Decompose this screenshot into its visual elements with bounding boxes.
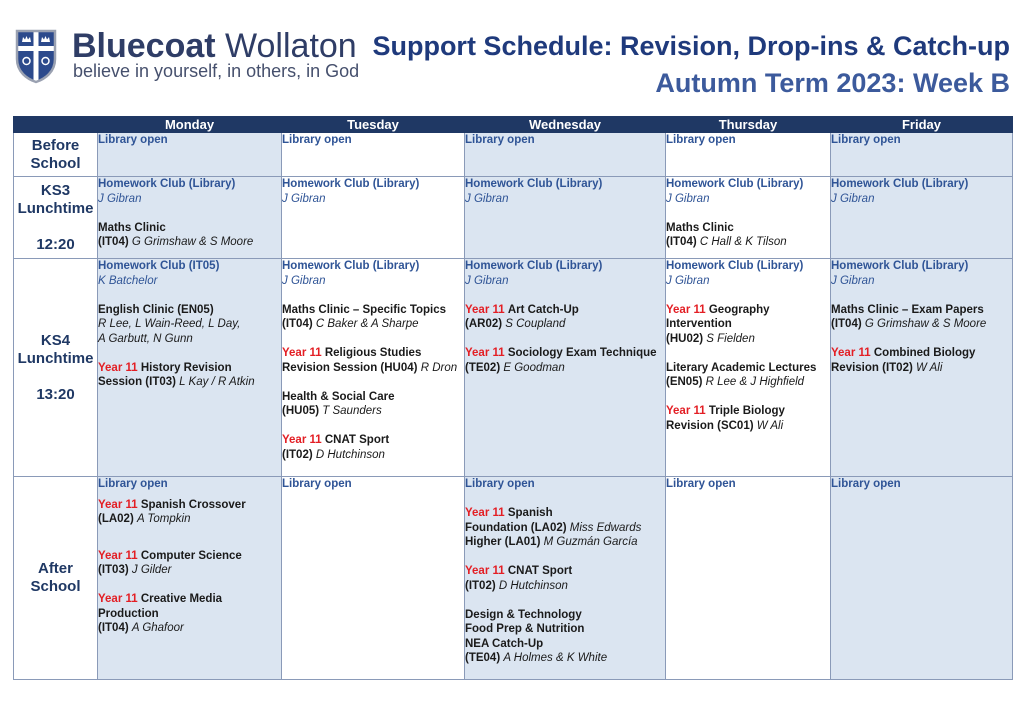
activity-block <box>831 133 1012 148</box>
schedule-cell-tuesday <box>282 177 465 259</box>
open-session-staff: J Gibran <box>831 274 875 287</box>
activity-block <box>282 433 464 462</box>
activity-line <box>666 177 830 192</box>
open-session-text: Homework Club (Library) <box>666 260 804 272</box>
schedule-cell-thursday <box>666 177 831 259</box>
activity-block <box>282 390 464 419</box>
activity-line <box>465 303 665 318</box>
activity-block <box>666 133 830 148</box>
activity-line <box>98 303 281 318</box>
activity-line <box>465 317 665 332</box>
activity-block <box>465 608 665 666</box>
activity-block <box>465 133 665 148</box>
staff-names: G Grimshaw & S Moore <box>131 236 254 248</box>
activity-line <box>831 133 1012 148</box>
day-header-wednesday: Wednesday <box>465 117 666 133</box>
school-name-secondary: Wollaton <box>225 27 357 65</box>
activity-text: Geography <box>708 303 770 316</box>
activity-block <box>98 592 281 636</box>
open-session-text: Library open <box>98 478 168 490</box>
activity-line <box>831 346 1012 361</box>
staff-names: Miss Edwards <box>569 521 642 534</box>
year-group-tag: Year 11 <box>465 507 505 519</box>
activity-text: Maths Clinic <box>98 221 166 234</box>
activity-line <box>98 332 281 347</box>
activity-line <box>831 477 1012 492</box>
activity-text: (IT04) <box>282 318 313 330</box>
activity-line <box>98 477 281 492</box>
schedule-cell-tuesday <box>282 259 465 477</box>
activity-line <box>98 498 281 513</box>
open-session-text: Library open <box>282 478 352 490</box>
activity-line <box>465 651 665 666</box>
activity-text: Combined Biology <box>873 347 976 359</box>
activity-line <box>282 317 464 332</box>
activity-line <box>282 404 464 419</box>
activity-text: Sociology Exam Technique <box>507 347 657 359</box>
session-label-cell <box>14 477 98 680</box>
schedule-cell-thursday <box>666 133 831 177</box>
activity-line <box>98 221 281 236</box>
activity-block <box>98 177 281 206</box>
activity-block <box>666 177 830 206</box>
activity-text: (IT04) <box>666 236 697 248</box>
activity-line <box>831 303 1012 318</box>
activity-line <box>282 177 464 192</box>
activity-text: English Clinic (EN05) <box>98 303 214 316</box>
open-session-staff: K Batchelor <box>98 274 158 287</box>
activity-line <box>282 390 464 405</box>
activity-block <box>282 477 464 492</box>
schedule-cell-tuesday <box>282 133 465 177</box>
activity-text: Intervention <box>666 318 732 330</box>
activity-text: History Revision <box>140 361 232 374</box>
activity-block <box>831 303 1012 332</box>
schedule-table <box>13 116 1013 680</box>
activity-line <box>666 221 830 236</box>
session-row <box>14 133 1013 177</box>
activity-text: Maths Clinic – Exam Papers <box>831 303 984 316</box>
activity-block <box>98 361 281 390</box>
activity-line <box>831 361 1012 376</box>
open-session-text: Library open <box>831 478 901 490</box>
activity-line <box>666 274 830 289</box>
open-session-staff: J Gibran <box>666 274 710 287</box>
open-session-staff: J Gibran <box>282 192 326 205</box>
open-session-text: Library open <box>282 134 352 146</box>
activity-block <box>831 477 1012 492</box>
activity-line <box>98 259 281 274</box>
staff-names: A Ghafoor <box>131 622 184 634</box>
activity-line <box>465 506 665 521</box>
activity-block <box>465 506 665 550</box>
activity-text: Creative Media <box>140 593 223 605</box>
year-group-tag: Year 11 <box>465 565 505 577</box>
staff-names: T Saunders <box>322 405 382 417</box>
activity-text: CNAT Sport <box>507 565 573 577</box>
day-header-friday: Friday <box>831 117 1013 133</box>
activity-line <box>282 192 464 207</box>
activity-line <box>98 274 281 289</box>
open-session-text: Homework Club (Library) <box>465 178 603 190</box>
activity-block <box>465 477 665 492</box>
open-session-staff: J Gibran <box>666 192 710 205</box>
activity-line <box>98 361 281 376</box>
activity-block <box>98 303 281 347</box>
activity-line <box>282 133 464 148</box>
activity-block <box>666 303 830 347</box>
school-shield-icon <box>14 28 58 84</box>
session-time: 13:20 <box>36 385 75 403</box>
activity-text: Higher (LA01) <box>465 536 541 548</box>
activity-line <box>98 607 281 622</box>
activity-text: Spanish <box>507 507 553 519</box>
year-group-tag: Year 11 <box>666 405 706 417</box>
activity-block <box>465 303 665 332</box>
activity-line <box>465 477 665 492</box>
activity-line <box>465 637 665 652</box>
day-header-monday: Monday <box>98 117 282 133</box>
activity-line <box>98 375 281 390</box>
open-session-staff: J Gibran <box>465 192 509 205</box>
staff-names: L Kay / R Atkin <box>179 376 255 388</box>
open-session-text: Homework Club (Library) <box>282 178 420 190</box>
schedule-cell-monday <box>98 477 282 680</box>
activity-line <box>98 133 281 148</box>
session-label: KS4 Lunchtime <box>17 331 94 367</box>
activity-line <box>282 361 464 376</box>
schedule-cell-friday <box>831 259 1013 477</box>
year-group-tag: Year 11 <box>98 593 138 605</box>
open-session-text: Library open <box>465 134 535 146</box>
activity-line <box>666 419 830 434</box>
session-label: Before School <box>30 136 81 172</box>
activity-line <box>282 259 464 274</box>
activity-line <box>666 133 830 148</box>
activity-line <box>282 477 464 492</box>
activity-block <box>831 177 1012 206</box>
year-group-tag: Year 11 <box>831 347 871 359</box>
staff-names: G Grimshaw & S Moore <box>864 318 987 330</box>
schedule-cell-wednesday <box>465 477 666 680</box>
school-tagline: believe in yourself, in others, in God <box>73 61 360 81</box>
activity-text: Foundation (LA02) <box>465 521 567 534</box>
staff-names: D Hutchinson <box>315 448 385 461</box>
open-session-text: Library open <box>465 478 535 490</box>
activity-line <box>465 361 665 376</box>
session-label-cell <box>14 133 98 177</box>
activity-line <box>465 564 665 579</box>
activity-line <box>282 346 464 361</box>
activity-line <box>98 592 281 607</box>
activity-line <box>831 192 1012 207</box>
open-session-text: Library open <box>98 134 168 146</box>
activity-line <box>666 404 830 419</box>
year-group-tag: Year 11 <box>98 361 138 374</box>
activity-line <box>465 521 665 536</box>
activity-line <box>465 535 665 550</box>
year-group-tag: Year 11 <box>282 347 322 359</box>
activity-text: Revision Session (HU04) <box>282 361 418 374</box>
activity-block <box>666 259 830 288</box>
term-subtitle: Autumn Term 2023: Week B <box>655 68 1010 98</box>
staff-names: S Coupland <box>505 318 566 330</box>
activity-block <box>465 346 665 375</box>
activity-text: Health & Social Care <box>282 390 395 403</box>
activity-text: CNAT Sport <box>324 434 390 446</box>
activity-block <box>98 549 281 578</box>
staff-names: C Baker & A Sharpe <box>315 318 419 330</box>
day-header-row <box>14 117 1013 133</box>
session-time: 12:20 <box>36 235 75 253</box>
session-row <box>14 259 1013 477</box>
activity-block <box>282 259 464 288</box>
session-label-cell <box>14 259 98 477</box>
activity-line <box>465 608 665 623</box>
activity-block <box>666 404 830 433</box>
schedule-cell-monday <box>98 133 282 177</box>
staff-names: R Lee, L Wain-Reed, L Day, <box>98 318 241 330</box>
activity-block <box>282 177 464 206</box>
page-title: Support Schedule: Revision, Drop-ins & Catch-up <box>372 31 1010 61</box>
activity-block <box>666 361 830 390</box>
staff-names: A Tompkin <box>136 513 191 525</box>
staff-names: A Holmes & K White <box>503 652 608 664</box>
open-session-text: Homework Club (IT05) <box>98 260 220 272</box>
activity-line <box>282 448 464 463</box>
schedule-cell-monday <box>98 177 282 259</box>
year-group-tag: Year 11 <box>98 549 138 562</box>
activity-line <box>465 346 665 361</box>
staff-names: W Ali <box>756 419 784 432</box>
activity-text: Spanish Crossover <box>140 498 246 511</box>
activity-block <box>282 303 464 332</box>
staff-names: E Goodman <box>503 361 565 374</box>
open-session-text: Homework Club (Library) <box>282 260 420 272</box>
activity-block <box>666 477 830 492</box>
activity-line <box>465 274 665 289</box>
activity-text: Revision (IT02) <box>831 361 913 374</box>
activity-line <box>98 512 281 527</box>
schedule-cell-friday <box>831 477 1013 680</box>
activity-text: (IT02) <box>282 448 313 461</box>
activity-block <box>282 346 464 375</box>
schedule-cell-wednesday <box>465 133 666 177</box>
activity-line <box>98 549 281 564</box>
activity-text: Production <box>98 607 159 620</box>
activity-text: Revision (SC01) <box>666 419 754 432</box>
session-row <box>14 177 1013 259</box>
activity-line <box>666 361 830 376</box>
staff-names: J Gilder <box>131 564 172 576</box>
activity-line <box>98 177 281 192</box>
activity-text: Design & Technology <box>465 608 582 621</box>
day-header-tuesday: Tuesday <box>282 117 465 133</box>
activity-block <box>98 221 281 250</box>
open-session-staff: J Gibran <box>282 274 326 287</box>
activity-line <box>282 433 464 448</box>
open-session-text: Homework Club (Library) <box>98 178 236 190</box>
year-group-tag: Year 11 <box>465 303 505 316</box>
open-session-text: Library open <box>666 134 736 146</box>
open-session-text: Homework Club (Library) <box>831 260 969 272</box>
activity-text: (IT04) <box>831 318 862 330</box>
session-label: After School <box>30 560 81 595</box>
activity-text: Triple Biology <box>708 405 785 417</box>
schedule-cell-wednesday <box>465 177 666 259</box>
staff-names: D Hutchinson <box>498 579 568 592</box>
activity-line <box>831 317 1012 332</box>
staff-names: S Fielden <box>706 332 755 345</box>
activity-text: (HU05) <box>282 405 320 417</box>
activity-text: Maths Clinic – Specific Topics <box>282 303 447 316</box>
year-group-tag: Year 11 <box>465 347 505 359</box>
open-session-staff: J Gibran <box>98 192 142 205</box>
activity-line <box>98 192 281 207</box>
activity-line <box>282 303 464 318</box>
schedule-body <box>14 133 1013 680</box>
year-group-tag: Year 11 <box>282 434 322 446</box>
activity-line <box>666 477 830 492</box>
activity-line <box>666 192 830 207</box>
activity-text: (LA02) <box>98 513 134 525</box>
activity-block <box>98 259 281 288</box>
session-row <box>14 477 1013 680</box>
activity-block <box>831 259 1012 288</box>
session-label: KS3 Lunchtime <box>17 181 94 217</box>
open-session-text: Library open <box>666 478 736 490</box>
schedule-cell-thursday <box>666 259 831 477</box>
activity-line <box>465 622 665 637</box>
open-session-staff: J Gibran <box>831 192 875 205</box>
activity-line <box>465 177 665 192</box>
activity-text: Art Catch-Up <box>507 303 579 316</box>
activity-text: (TE02) <box>465 361 501 374</box>
activity-line <box>98 621 281 636</box>
school-name-primary: Bluecoat <box>72 27 216 65</box>
activity-line <box>98 563 281 578</box>
activity-line <box>465 133 665 148</box>
schedule-cell-monday <box>98 259 282 477</box>
open-session-text: Library open <box>831 134 901 146</box>
activity-line <box>666 235 830 250</box>
activity-text: Maths Clinic <box>666 221 734 234</box>
activity-line <box>831 274 1012 289</box>
open-session-text: Homework Club (Library) <box>831 178 969 190</box>
open-session-staff: J Gibran <box>465 274 509 287</box>
activity-text: (TE04) <box>465 652 501 664</box>
activity-line <box>282 274 464 289</box>
year-group-tag: Year 11 <box>98 498 138 511</box>
schedule-cell-tuesday <box>282 477 465 680</box>
schedule-cell-thursday <box>666 477 831 680</box>
activity-block <box>465 564 665 593</box>
open-session-text: Homework Club (Library) <box>465 260 603 272</box>
staff-names: M Guzmán García <box>543 536 638 548</box>
activity-text: (AR02) <box>465 318 503 330</box>
activity-block <box>98 498 281 527</box>
activity-block <box>465 177 665 206</box>
session-label-cell <box>14 177 98 259</box>
activity-line <box>465 259 665 274</box>
activity-block <box>282 133 464 148</box>
activity-line <box>465 579 665 594</box>
activity-text: (HU02) <box>666 332 704 345</box>
activity-line <box>666 303 830 318</box>
school-name <box>72 27 357 65</box>
activity-line <box>666 332 830 347</box>
activity-block <box>465 259 665 288</box>
activity-text: Session (IT03) <box>98 376 176 388</box>
activity-text: Computer Science <box>140 549 242 562</box>
activity-text: Literary Academic Lectures <box>666 361 817 374</box>
activity-line <box>98 317 281 332</box>
activity-text: (IT04) <box>98 622 129 634</box>
activity-block <box>98 477 281 492</box>
schedule-cell-friday <box>831 177 1013 259</box>
activity-text: Food Prep & Nutrition <box>465 623 585 635</box>
staff-names: R Dron <box>420 361 458 374</box>
staff-names: R Lee & J Highfield <box>705 376 805 388</box>
activity-block <box>666 221 830 250</box>
activity-line <box>831 177 1012 192</box>
activity-text: (IT03) <box>98 564 129 576</box>
activity-text: (IT04) <box>98 236 129 248</box>
year-group-tag: Year 11 <box>666 303 706 316</box>
activity-block <box>831 346 1012 375</box>
activity-text: NEA Catch-Up <box>465 637 544 650</box>
activity-text: Religious Studies <box>324 347 422 359</box>
activity-text: (IT02) <box>465 579 496 592</box>
activity-line <box>831 259 1012 274</box>
activity-line <box>666 375 830 390</box>
staff-names: C Hall & K Tilson <box>699 236 787 248</box>
activity-text: (EN05) <box>666 376 703 388</box>
staff-names: A Garbutt, N Gunn <box>98 332 193 345</box>
activity-line <box>666 259 830 274</box>
activity-line <box>465 192 665 207</box>
activity-line <box>98 235 281 250</box>
activity-block <box>98 133 281 148</box>
schedule-cell-friday <box>831 133 1013 177</box>
open-session-text: Homework Club (Library) <box>666 178 804 190</box>
schedule-cell-wednesday <box>465 259 666 477</box>
header-corner <box>14 117 98 133</box>
day-header-thursday: Thursday <box>666 117 831 133</box>
staff-names: W Ali <box>916 361 943 374</box>
activity-line <box>666 317 830 332</box>
